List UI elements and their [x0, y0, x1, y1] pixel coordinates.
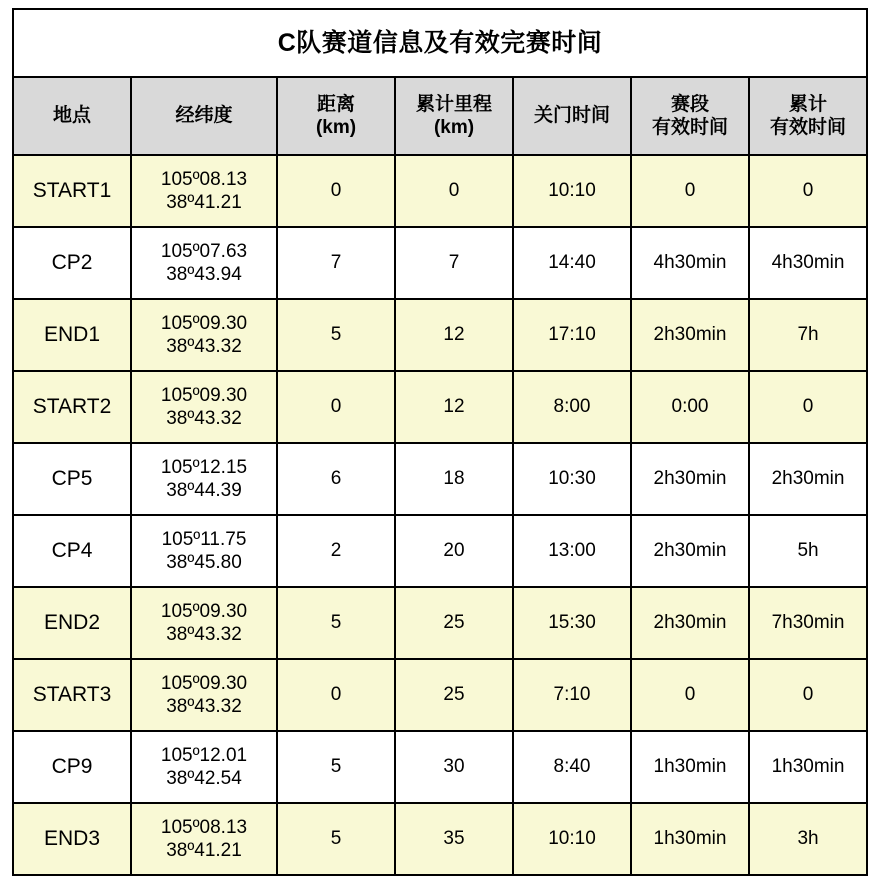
- cell-coordinates: [131, 227, 277, 299]
- cell-location: END1: [13, 299, 131, 371]
- cell-location: END3: [13, 803, 131, 875]
- column-header-distance: 距离 (km): [277, 77, 395, 155]
- cell-coordinates: [131, 443, 277, 515]
- cell-latitude: 105º08.13: [160, 168, 248, 190]
- column-header-coordinates: 经纬度: [131, 77, 277, 155]
- cell-leg-valid-time: 0: [631, 155, 749, 227]
- cell-cutoff-time: 10:10: [513, 155, 631, 227]
- cell-cumulative: 7: [395, 227, 513, 299]
- table-row: [13, 515, 867, 587]
- table-row: [13, 227, 867, 299]
- cell-cumulative: 18: [395, 443, 513, 515]
- cell-total-valid-time: 7h30min: [749, 587, 867, 659]
- cell-latitude: 105º08.13: [160, 816, 248, 838]
- column-header-total-valid-time: 累计 有效时间: [749, 77, 867, 155]
- cell-latitude: 105º12.15: [160, 456, 248, 478]
- cell-distance: 0: [277, 659, 395, 731]
- cell-total-valid-time: 5h: [749, 515, 867, 587]
- cell-leg-valid-time: 0: [631, 659, 749, 731]
- cell-total-valid-time: 1h30min: [749, 731, 867, 803]
- cell-cumulative: 12: [395, 371, 513, 443]
- cell-distance: 5: [277, 803, 395, 875]
- cell-location: CP4: [13, 515, 131, 587]
- cell-location: END2: [13, 587, 131, 659]
- cell-distance: 0: [277, 371, 395, 443]
- cell-cutoff-time: 15:30: [513, 587, 631, 659]
- cell-location: START1: [13, 155, 131, 227]
- cell-cutoff-time: 13:00: [513, 515, 631, 587]
- cell-longitude: 38º43.32: [166, 336, 242, 357]
- cell-longitude: 38º45.80: [166, 552, 242, 573]
- column-header-row: [13, 77, 867, 155]
- cell-leg-valid-time: 2h30min: [631, 587, 749, 659]
- table-body: [13, 155, 867, 875]
- table-row: [13, 587, 867, 659]
- cell-latitude: 105º11.75: [161, 528, 247, 550]
- cell-coordinates: [131, 659, 277, 731]
- cell-cutoff-time: 8:00: [513, 371, 631, 443]
- cell-cumulative: 35: [395, 803, 513, 875]
- cell-cutoff-time: 17:10: [513, 299, 631, 371]
- cell-total-valid-time: 3h: [749, 803, 867, 875]
- column-header-location: 地点: [13, 77, 131, 155]
- table-row: [13, 731, 867, 803]
- cell-cumulative: 12: [395, 299, 513, 371]
- cell-location: CP5: [13, 443, 131, 515]
- cell-total-valid-time: 0: [749, 659, 867, 731]
- cell-cumulative: 25: [395, 587, 513, 659]
- table-row: [13, 371, 867, 443]
- cell-total-valid-time: 7h: [749, 299, 867, 371]
- cell-coordinates: [131, 515, 277, 587]
- cell-leg-valid-time: 2h30min: [631, 443, 749, 515]
- cell-longitude: 38º44.39: [166, 480, 242, 501]
- cell-cutoff-time: 7:10: [513, 659, 631, 731]
- cell-longitude: 38º42.54: [166, 768, 242, 789]
- cell-coordinates: [131, 155, 277, 227]
- cell-coordinates: [131, 299, 277, 371]
- cell-leg-valid-time: 2h30min: [631, 515, 749, 587]
- cell-latitude: 105º09.30: [160, 600, 248, 622]
- cell-latitude: 105º09.30: [160, 384, 248, 406]
- cell-leg-valid-time: 1h30min: [631, 803, 749, 875]
- cell-coordinates: [131, 803, 277, 875]
- cell-distance: 7: [277, 227, 395, 299]
- cell-leg-valid-time: 2h30min: [631, 299, 749, 371]
- race-course-table: [12, 8, 868, 876]
- cell-location: START2: [13, 371, 131, 443]
- table-row: [13, 659, 867, 731]
- cell-coordinates: [131, 587, 277, 659]
- cell-cutoff-time: 14:40: [513, 227, 631, 299]
- table-row: [13, 299, 867, 371]
- cell-total-valid-time: 0: [749, 371, 867, 443]
- cell-leg-valid-time: 1h30min: [631, 731, 749, 803]
- cell-distance: 0: [277, 155, 395, 227]
- cell-distance: 5: [277, 299, 395, 371]
- table-row: [13, 443, 867, 515]
- table-row: [13, 803, 867, 875]
- cell-location: START3: [13, 659, 131, 731]
- cell-longitude: 38º43.32: [166, 624, 242, 645]
- column-header-cumulative: 累计里程 (km): [395, 77, 513, 155]
- cell-cumulative: 25: [395, 659, 513, 731]
- cell-latitude: 105º09.30: [160, 672, 248, 694]
- cell-cumulative: 20: [395, 515, 513, 587]
- page-title: C队赛道信息及有效完赛时间: [13, 9, 867, 77]
- cell-distance: 5: [277, 731, 395, 803]
- cell-cutoff-time: 8:40: [513, 731, 631, 803]
- cell-location: CP9: [13, 731, 131, 803]
- title-row: [13, 9, 867, 77]
- cell-longitude: 38º41.21: [166, 192, 242, 213]
- cell-total-valid-time: 2h30min: [749, 443, 867, 515]
- cell-distance: 5: [277, 587, 395, 659]
- cell-cutoff-time: 10:30: [513, 443, 631, 515]
- cell-cutoff-time: 10:10: [513, 803, 631, 875]
- cell-total-valid-time: 0: [749, 155, 867, 227]
- cell-coordinates: [131, 731, 277, 803]
- cell-cumulative: 0: [395, 155, 513, 227]
- cell-longitude: 38º43.32: [166, 408, 242, 429]
- cell-leg-valid-time: 4h30min: [631, 227, 749, 299]
- column-header-cutoff-time: 关门时间: [513, 77, 631, 155]
- table-row: [13, 155, 867, 227]
- cell-total-valid-time: 4h30min: [749, 227, 867, 299]
- cell-distance: 2: [277, 515, 395, 587]
- cell-distance: 6: [277, 443, 395, 515]
- cell-longitude: 38º41.21: [166, 840, 242, 861]
- cell-location: CP2: [13, 227, 131, 299]
- cell-latitude: 105º07.63: [160, 240, 248, 262]
- cell-cumulative: 30: [395, 731, 513, 803]
- cell-latitude: 105º09.30: [160, 312, 248, 334]
- cell-coordinates: [131, 371, 277, 443]
- table-header: [13, 9, 867, 155]
- cell-latitude: 105º12.01: [160, 744, 248, 766]
- cell-leg-valid-time: 0:00: [631, 371, 749, 443]
- column-header-leg-valid-time: 赛段 有效时间: [631, 77, 749, 155]
- cell-longitude: 38º43.32: [166, 696, 242, 717]
- cell-longitude: 38º43.94: [166, 264, 242, 285]
